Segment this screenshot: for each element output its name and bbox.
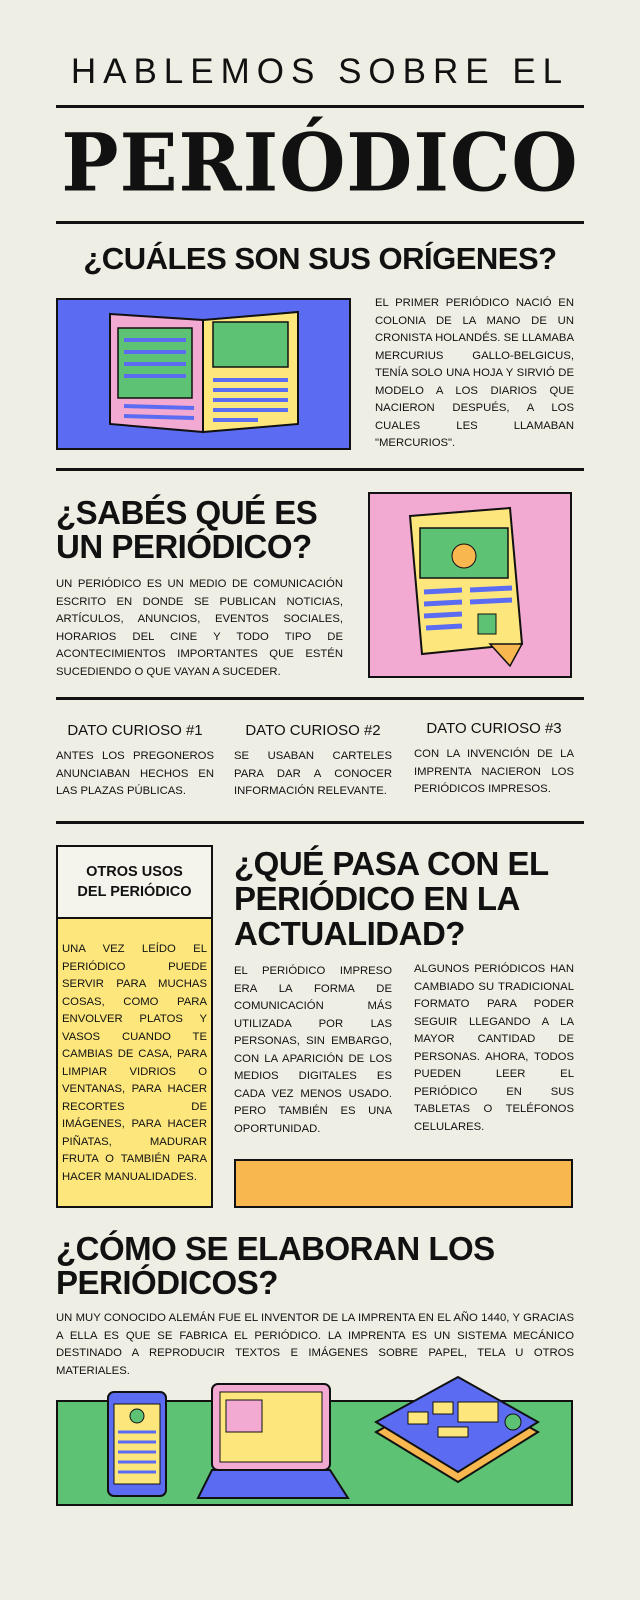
newspaper-page-illustration xyxy=(368,492,572,678)
what-heading-line2: UN PERIÓDICO? xyxy=(56,528,312,565)
fact-3-title: DATO CURIOSO #3 xyxy=(426,720,562,737)
how-text: UN MUY CONOCIDO ALEMÁN FUE EL INVENTOR DE LA IMPRENTA EN EL AÑO 1440, Y GRACIAS A ELLA ES QUE SE FABRICA EL PERIÓDICO. LA IMPRENTA ES UN SISTEMA MECÁNICO DESTINADO A REPRODUCIR TEXTOS E IMÁGENES SOBRE PAPEL, TELA U OTROS MATERIALES. xyxy=(56,1312,574,1377)
orange-banner xyxy=(234,1159,573,1208)
fact-1-text: ANTES LOS PREGONEROS ANUNCIABAN HECHOS EN LAS PLAZAS PÚBLICAS. xyxy=(56,750,214,797)
divider xyxy=(56,821,584,824)
fact-1-title: DATO CURIOSO #1 xyxy=(67,722,203,739)
how-heading: ¿CÓMO SE ELABORAN LOS PERIÓDICOS? xyxy=(56,1230,495,1301)
devices-illustration xyxy=(56,1400,573,1506)
fact-2-title: DATO CURIOSO #2 xyxy=(245,722,381,739)
fact-2-text: SE USABAN CARTELES PARA DAR A CONOCER INFORMACIÓN RELEVANTE. xyxy=(234,750,392,797)
fact-3-text: CON LA INVENCIÓN DE LA IMPRENTA NACIERON LOS PERIÓDICOS IMPRESOS. xyxy=(414,748,574,795)
today-col2: ALGUNOS PERIÓDICOS HAN CAMBIADO SU TRADICIONAL FORMATO PARA PODER SEGUIR LLEGANDO A LA MAYOR CANTIDAD DE PERSONAS. AHORA, TODOS PUEDEN LEER EL PERIÓDICO EN SUS TABLETAS O TELÉFONOS CELULARES. xyxy=(414,963,574,1133)
header-kicker: HABLEMOS SOBRE EL xyxy=(70,52,570,91)
other-uses-text: UNA VEZ LEÍDO EL PERIÓDICO PUEDE SERVIR PARA MUCHAS COSAS, COMO PARA ENVOLVER PLATOS Y VASOS CUANDO TE CAMBIAS DE CASA, PARA LIMPIAR VIDRIOS O VENTANAS, PARA HACER RECORTES DE IMÁGENES, PARA HACER PIÑATAS, MADURAR FRUTA O TAMBIÉN PARA HACER MANUALIDADES. xyxy=(62,943,207,1183)
page-title: PERIÓDICO xyxy=(61,115,579,210)
divider xyxy=(56,468,584,471)
what-heading-line1: ¿SABÉS QUÉ ES xyxy=(56,494,318,531)
today-col1: EL PERIÓDICO IMPRESO ERA LA FORMA DE COMUNICACIÓN MÁS UTILIZADA POR LAS PERSONAS, SIN EMBARGO, CON LA APARICIÓN DE LOS MEDIOS DIGITALES ES CADA VEZ MENOS USADO. PERO TAMBIÉN ES UNA OPORTUNIDAD. xyxy=(234,965,392,1135)
what-text: UN PERIÓDICO ES UN MEDIO DE COMUNICACIÓN ESCRITO EN DONDE SE PUBLICAN NOTICIAS, ARTÍCULOS, ANUNCIOS, EVENTOS SOCIALES, HORARIOS DEL CINE Y TODO TIPO DE ACONTECIMIENTOS IMPORTANTES QUE ESTÉN SUCEDIENDO O QUE VAYAN A SUCEDER. xyxy=(56,578,343,678)
today-heading: ¿QUÉ PASA CON EL PERIÓDICO EN LA ACTUALIDAD? xyxy=(234,845,549,952)
other-uses-title: OTROS USOS DEL PERIÓDICO xyxy=(77,864,192,900)
divider xyxy=(56,105,584,108)
open-newspaper-illustration xyxy=(56,298,351,450)
divider xyxy=(56,221,584,224)
origins-heading: ¿CUÁLES SON SUS ORÍGENES? xyxy=(83,241,557,276)
divider xyxy=(56,697,584,700)
origins-text: EL PRIMER PERIÓDICO NACIÓ EN COLONIA DE LA MANO DE UN CRONISTA HOLANDÉS. SE LLAMABA MERCURIUS GALLO-BELGICUS, TENÍA SOLO UNA HOJA Y SIRVIÓ DE MODELO A LOS DIARIOS QUE NACIERON DESPUÉS, A LOS CUALES LES LLAMABAN "MERCURIOS". xyxy=(375,297,574,449)
